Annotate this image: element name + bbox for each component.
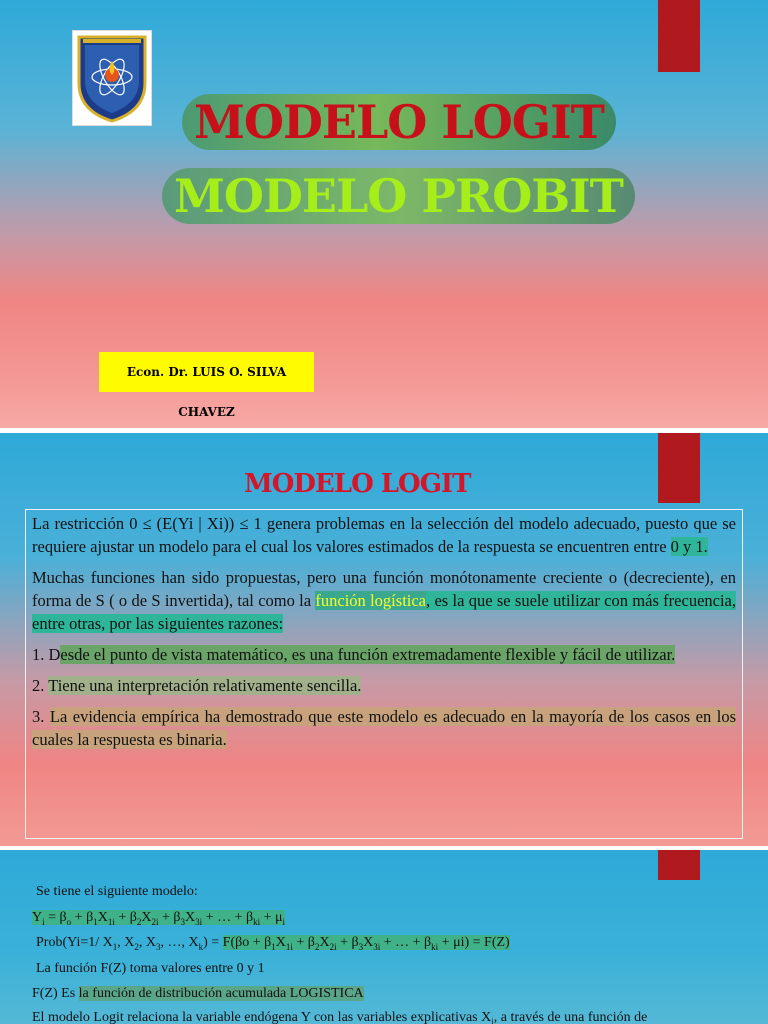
subtitle-word-probit: PROBIT xyxy=(421,169,623,223)
slide-title: MODELO LOGIT xyxy=(244,469,471,499)
paragraph-restriction: La restricción 0 ≤ (E(Yi | Xi)) ≤ 1 genera problemas en la selección del modelo adecuado, puesto que se requiere ajustar un modelo para el cual los valores estimados de la respuesta se encuentren entre 0 y 1. xyxy=(32,514,736,556)
model-slide xyxy=(0,850,768,1024)
model-equation: $Y_i = \beta_o + \beta_1X_{1i} + \beta_2X_{2i} + \beta_3X_{3i}$ + … + $\beta_{ki} + \mu_i$ xyxy=(32,910,286,927)
logit-description: El modelo Logit relaciona la variable endógena Y con las variables explicativas $X_i$, a través de una función de xyxy=(32,1010,648,1024)
text-box xyxy=(25,509,743,839)
highlight-logistic-function: función logística xyxy=(315,591,427,610)
content-slide xyxy=(0,433,768,846)
list-item-3: 3. La evidencia empírica ha demostrado que este modelo es adecuado en la mayoría de los casos en los cuales la respuesta es binaria. xyxy=(32,707,737,749)
list-item-1: 1. Desde el punto de vista matemático, es una función extremadamente flexible y fácil de utilizar. xyxy=(32,645,676,664)
sub-title xyxy=(162,168,635,224)
accent-bar xyxy=(658,850,700,880)
highlight-range: 0 y 1. xyxy=(670,537,708,556)
title-word-logit: LOGIT xyxy=(441,95,604,149)
author-label: Econ. Dr. LUIS O. SILVA CHAVEZ xyxy=(99,352,314,392)
accent-bar xyxy=(658,433,700,503)
title-word-modelo: MODELO xyxy=(194,95,427,149)
paragraph-functions: Muchas funciones han sido propuestas, pero una función monótonamente creciente o (decreciente), en forma de S ( o de S invertida), tal como la función logística, es la que se suele utilizar con más frecuencia, entre otras, por las siguientes razones: xyxy=(32,568,737,633)
accent-bar xyxy=(658,0,700,72)
model-intro: Se tiene el siguiente modelo: xyxy=(36,884,198,899)
distribution-statement: F(Z) Es la función de distribución acumulada LOGISTICA xyxy=(32,986,364,1001)
probability-equation: Prob(Yi=1/ $X_1$, $X_2$, $X_3$, …, $X_k) = F(\beta o + \beta_1X_{1i} + \beta_2X_{2i} + \beta_3X_{3i}$ + … + $\beta_{ki} + \mu i) = F(Z)$ xyxy=(36,935,510,952)
title-slide xyxy=(0,0,768,428)
main-title xyxy=(182,94,616,150)
shield-emblem-icon xyxy=(73,31,151,125)
list-item-2: 2. Tiene una interpretación relativamente sencilla. xyxy=(32,676,362,695)
subtitle-word-modelo: MODELO xyxy=(174,169,407,223)
university-logo xyxy=(72,30,152,126)
range-statement: La función F(Z) toma valores entre 0 y 1 xyxy=(36,961,265,976)
